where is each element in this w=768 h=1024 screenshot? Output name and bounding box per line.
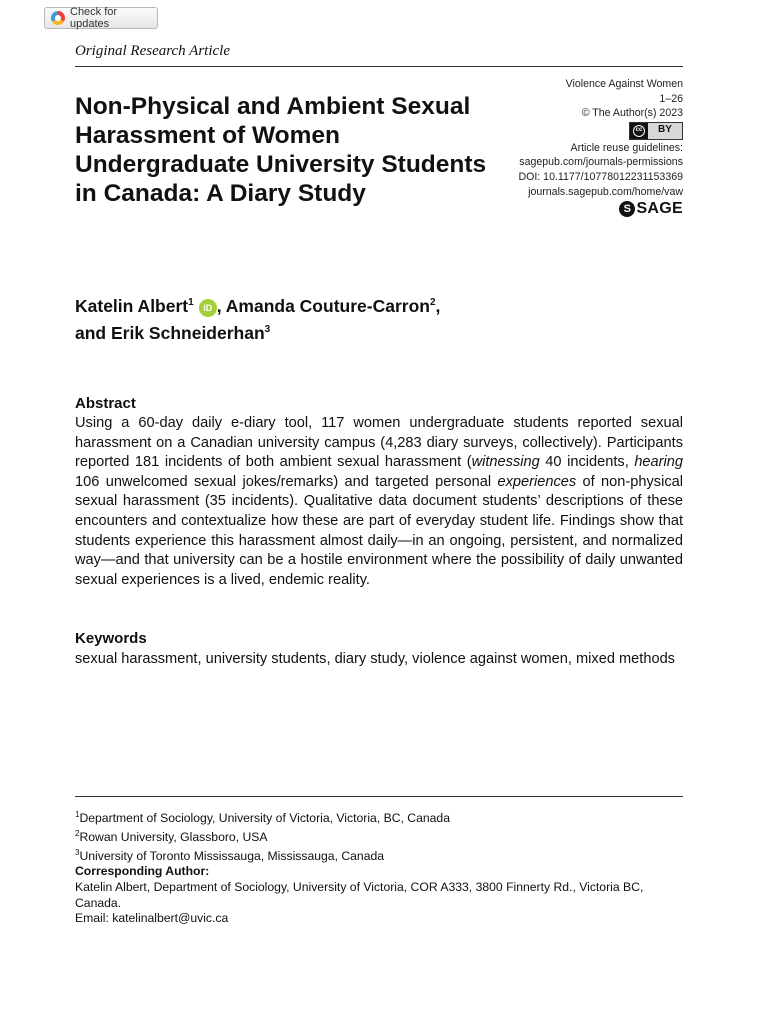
sage-logo-mark-icon: S bbox=[619, 201, 635, 217]
sage-logo: S SAGE bbox=[619, 201, 683, 217]
corresponding-author-heading: Corresponding Author: bbox=[75, 864, 210, 878]
doi[interactable]: DOI: 10.1177/10778012231153369 bbox=[518, 170, 683, 183]
affiliation-item: $^1$Department of Sociology, University of Victoria, Victoria, BC, Canada bbox=[75, 810, 450, 825]
footnote-divider bbox=[75, 796, 683, 797]
abstract-heading: Abstract bbox=[75, 395, 136, 412]
orcid-icon[interactable]: iD bbox=[199, 299, 217, 317]
cc-by-license-badge[interactable] bbox=[629, 122, 683, 140]
creative-commons-icon: cc bbox=[630, 123, 648, 139]
reuse-guidelines-link[interactable]: sagepub.com/journals-permissions bbox=[519, 156, 683, 169]
abstract-body: Using a 60-day daily e-diary tool, 117 women undergraduate students reported sexual harassment on a Canadian university campus (4,283 diary surveys, collectively). Participants reported 181 incidents of both ambient sexual harassment (witnessing 40 incidents, hearing 106 unwelcomed sexual jokes/remarks) and targeted personal experiences of non-physical sexual harassment (35 incidents). Qualitative data document students’ descriptions of these encounters and contextualize how these are part of everyday student life. Findings show that students experience this harassment almost daily—in an ongoing, persistent, and normalized way—and that university can be a hostile environment where the possibility of daily unwanted sexual experiences is a lived, endemic reality. bbox=[75, 415, 683, 588]
journal-name: Violence Against Women bbox=[565, 78, 683, 90]
author-name: Amanda Couture-Carron bbox=[225, 296, 430, 316]
check-for-updates-button[interactable] bbox=[44, 7, 158, 29]
journal-url-link[interactable]: journals.sagepub.com/home/vaw bbox=[528, 185, 683, 198]
affiliation-item: $^2$Rowan University, Glassboro, USA bbox=[75, 829, 268, 844]
journal-info bbox=[423, 77, 683, 217]
author-affiliation-mark: 3 bbox=[264, 324, 271, 335]
page-range: 1–26 bbox=[659, 92, 683, 105]
article-type: Original Research Article bbox=[75, 43, 230, 59]
keywords-list: sexual harassment, university students, diary study, violence against women, mixed methods bbox=[75, 651, 675, 667]
keywords-heading: Keywords bbox=[75, 630, 147, 647]
author-list: Katelin Albert$^1$ iD , Amanda Couture-Carron$^2$, and Erik Schneiderhan$^3$ bbox=[75, 296, 441, 343]
author-affiliation-mark: 1 bbox=[188, 297, 194, 308]
author-affiliation-mark: 2 bbox=[429, 297, 436, 308]
author-name: Erik Schneiderhan bbox=[110, 323, 265, 343]
corresponding-address: Katelin Albert, Department of Sociology, University of Victoria, COR A333, 3800 Finnerty Rd., Victoria BC, Canada. bbox=[75, 880, 644, 910]
copyright: © The Author(s) 2023 bbox=[581, 107, 683, 120]
affiliations bbox=[75, 807, 683, 864]
affiliation-item: $^3$University of Toronto Mississauga, Mississauga, Canada bbox=[75, 848, 385, 863]
header-divider bbox=[75, 66, 683, 67]
check-for-updates-label: Check for updates bbox=[70, 6, 118, 30]
attribution-icon: BY bbox=[648, 123, 682, 139]
article-title: Non-Physical and Ambient Sexual Harassment of Women Undergraduate University Students in Canada: A Diary Study bbox=[75, 93, 487, 207]
reuse-guidelines-label: Article reuse guidelines: bbox=[570, 141, 683, 154]
author-name: Katelin Albert bbox=[75, 296, 189, 316]
corresponding-email[interactable]: Email: katelinalbert@uvic.ca bbox=[75, 911, 229, 925]
corresponding-author-details bbox=[75, 880, 683, 927]
crossmark-icon bbox=[51, 11, 65, 25]
